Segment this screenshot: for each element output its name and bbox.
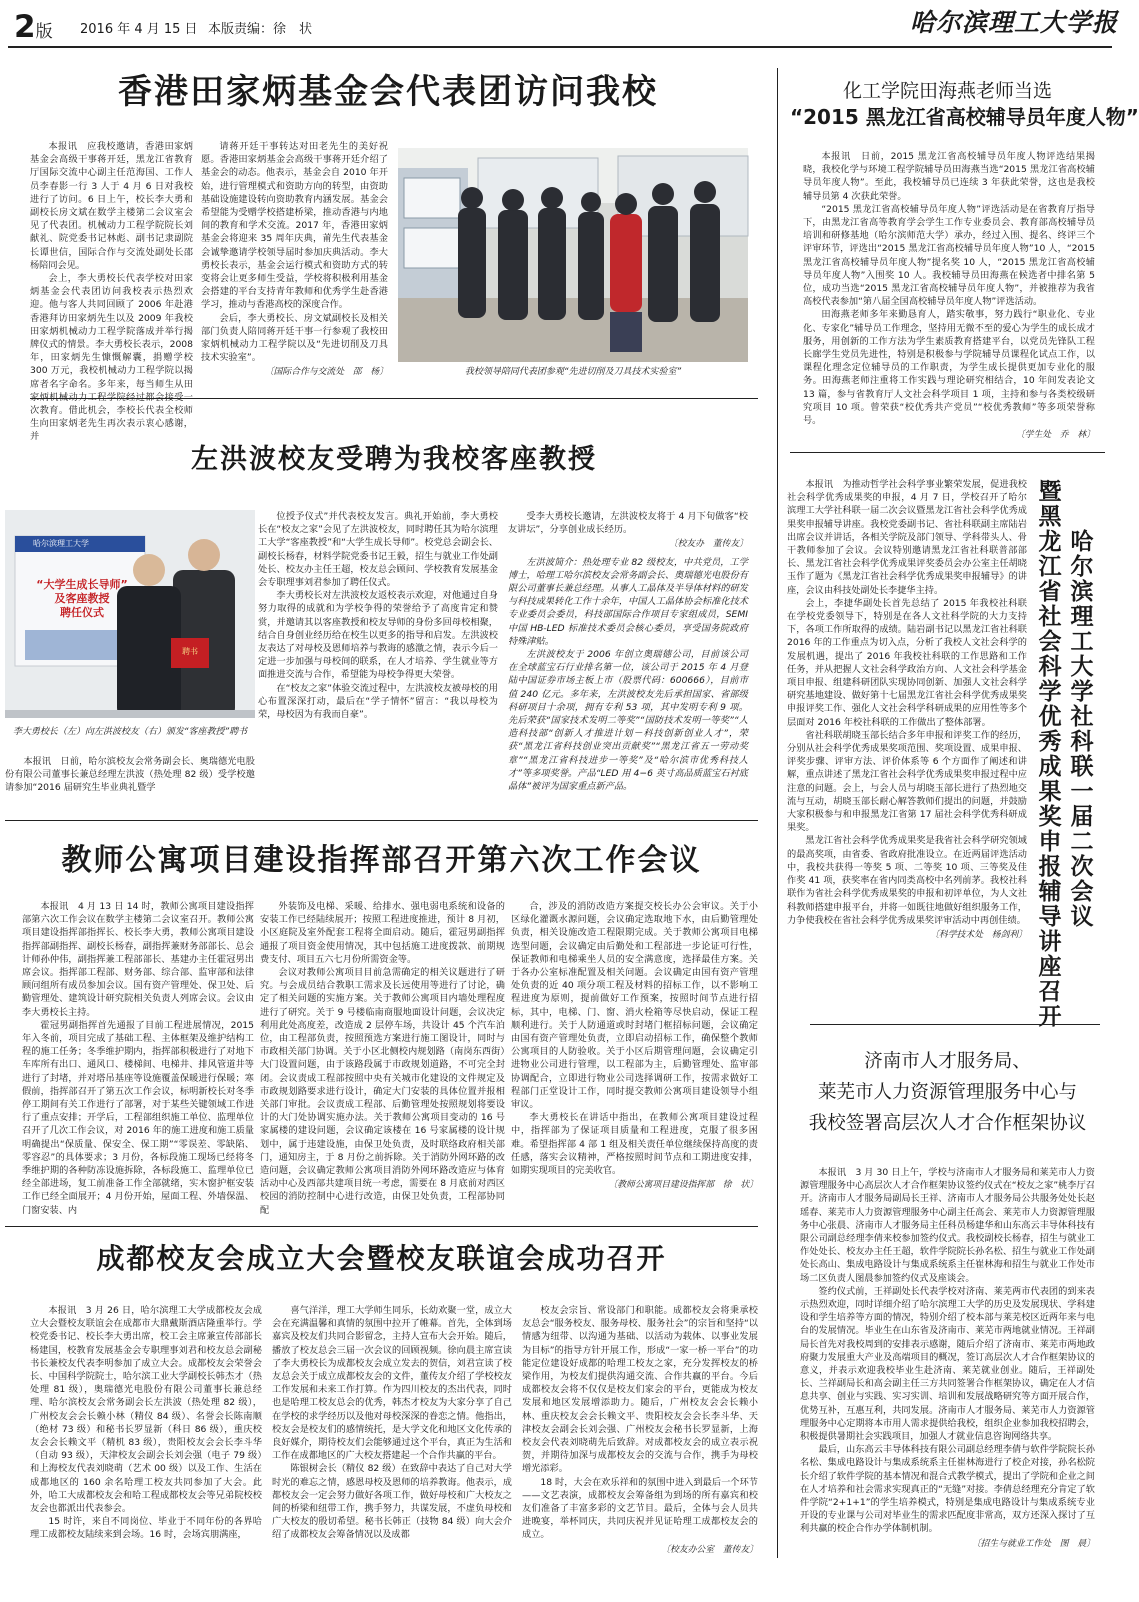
- folder-text: 聘书: [182, 647, 198, 656]
- article-1-caption: 我校领导陪同代表团参观“先进切削及刀具技术实验室”: [464, 367, 682, 377]
- article-4-col-3: 校友会宗旨、常设部门和职能。成都校友会将秉承校友总会“服务校友、服务母校、服务社会”的宗旨和坚持“以情感为纽带、以沟通为基础、以活动为载体、以事业发展为目标”的指导方针开展工作，形成“一家一桥一平台”的功能定位建设好成都的哈理工校友之家，充分发挥校友的桥梁作用，为校友们提供沟通交流、合作共赢的平台。今后成都校友会将不仅仅是校友们家会的平台，更能成为校友发展和地区发展增添助力。随后，广州校友会会长赖小林、重庆校友会会长赖文平、贵阳校友会会长李斗华、天津校友会副会长刘会强、广州校友会秘书长罗显新，上海校友会代表刘晓萌先后致辞。对成都校友会的成立表示祝贺，并期待加深与成都校友会的交流与合作，携手为母校增光添彩。 18 时，大会在欢乐祥和的氛围中进入到最后一个环节——文艺表演，成都校友会筹备组为到场的所有嘉宾和校友们准备了丰富多彩的文艺节目。最后，全体与会人员共进晚宴，举杯同庆，共同庆祝并见证哈理工成都校友会的成立。 〔校友办公室 董传友〕: [522, 1304, 758, 1562]
- side-1-byline: 〔学生处 乔 林〕: [1015, 430, 1095, 441]
- side-1-body: 本报讯 日前，2015 黑龙江省高校辅导员年度人物评选结果揭晓，我校化学与环境工程学院辅导员田海燕当选“2015 黑龙江省高校辅导员年度人物”。至此，我校辅导员已连续 3 年获此荣誉，这也是我校辅导员第 4 次获此荣誉。 “2015 黑龙江省高校辅导员年度人物”评选活动是在省教育厅指导下，由黑龙江省高等教育学会学生工作专业委员会、教育部高校辅导员培训和研修基地（哈尔滨师范大学）承办，经过入围、提名、终评三个评审环节，评选出“2015 黑龙江省高校辅导员年度人物”10 人，“2015 黑龙江省高校辅导员年度人物”提名奖 10 人，“2015 黑龙江省高校辅导员年度人物”入围奖 10 人。我校辅导员田海燕在候选者中排名第 5 位，成功当选“2015 黑龙江省高校辅导员年度人物”，并被推荐为我省高校代表参加“第八届全国高校辅导员年度人物”评选活动。 田海燕老师多年来勤恳育人，踏实敬事，努力践行“职业化、专业化、专家化”辅导员工作理念，坚持用无微不至的爱心为学生的成长成才服务，用创新的工作方法为学生素质教育搭建平台，以党员先锋队工程长廊学生党员先进性，特别是积极参与学院辅导员课程化试点工作，以课程化理念定位辅导员的工作职责，为学生成长提供更加专业化的服务。田海燕老师注重将工作实践与理论研究相结合，10 年间发表论文 13 篇，参与省教育厅人文社会科学项目 1 项，主持和参与各类校级研究项目 10 项。曾荣获“校优秀共产党员”“校优秀教师”等多项荣誉称号。 〔学生处 乔 林〕: [803, 150, 1095, 428]
- article-4-col-2: 喜气洋洋，理工大学师生同乐，长幼欢聚一堂，成立大会在充满温馨和真情的氛围中拉开了帷幕。首先，全体到场嘉宾及校友们共同合影留念，主持人宣布大会开始。随后，播放了校友总会三届一次会议的回顾视频。徐向晨主席宣读了李大勇校长为成都校友会成立发去的贺信，刘君宣读了校友总会关于成立成都校友会的文件，董传友介绍了学校校友工作发展和未来工作打算。作为四川校友的杰出代表，同时也是哈理工校友总会的优秀，韩杰才校友为大家分享了自己在学校的求学经历以及他对母校深深的眷恋之情。他指出，校友会是校友们的感情统托，是大学文化和地区文化传承的良好媒介，期待校友们会能够通过这个平台，真正为生活和工作在成都地区的广大校友搭建起一个合作共赢的平台。 陈银树会长（精仪 82 级）在致辞中表达了自己对大学时光的难忘之情，感恩母校及恩师的培养教诲。他表示，成都校友会一定会努力做好各项工作，做好母校和广大校友之间的桥梁和纽带工作，携手努力，共谋发展，不虚负母校和广大校友的殷切希望。秘书长韩正（技物 84 级）向大会介绍了成都校友会筹备情况以及成都: [272, 1305, 512, 1541]
- side-3-body: 本报讯 3 月 30 日上午，学校与济南市人才服务局和莱芜市人力资源管理服务中心高层次人才合作框架协议签约仪式在“校友之家”桃李厅召开。济南市人才服务局副局长王祥、济南市人才服务局公共服务处处长赵瑶春、莱芜市人力资源管理服务中心副主任高会、莱芜市人力资源管理服务中心张晨、济南市人才服务局主任科员杨建华和山东高云丰导体科技有限公司副总经理李倩来校参加签约仪式。我校副校长杨春，招生与就业工作处处长、校友办主任王超，软件学院院长孙名松、招生与就业工作处副处长高山、集成电路设计与集成系统系主任崔林海和招生与就业工作处市场二区负责人图晨参加签约仪式及座谈会。 签约仪式前，王祥副处长代表学校对济南、莱芜两市代表团的到来表示热烈欢迎，同时详细介绍了哈尔滨理工大学的历史及发展现状、学科建设和学生培养等方面的情况，特别介绍了校本部与莱芜校区近两年来与电台的发展情况。毕业生在山东省及济南市、莱芜市两地就业情况。王祥副局长首先对我校周到的安排表示感谢，随后介绍了济南市、莱芜市两地政府聚力发展重大产业及高端项目的概况，签订高层次人才合作框架协议的意义，并表示欢迎我校毕业生赴济南、莱芜就业创业。随后，王祥副处长、兰祥副局长和高会副主任三方共同签署合作框架协议，确定在人才信息共享、创业与实践、实习实训、培训和发展战略研究等方面开展合作，优势互补，互惠互利，共同发展。济南市人才服务局、莱芜市人力资源管理服务中心定期将本市用人需求提供给我校，组织企业参加我校招聘会，积极提供暑期社会实践项目，加强人才就业信息咨询网络共享。 最后，山东高云丰导体科技有限公司副总经理李倩与软件学院院长孙名松、集成电路设计与集成系统系主任崔林海进行了校企对接，孙名松院长介绍了软件学院的基本情况和混合式教学模式，提出了学院和企业之间在人才培养和社会需求实现真正的“无缝”对接。李倩总经理充分肯定了软件学院“2+1+1”的学生培养模式，特别是集成电路设计与集成系统专业开设的专业课与公司对毕业生的需求匹配度非常高，双方还深入探讨了互利共赢的校企合作办学体制机制。 〔招生与就业工作处 图 晨〕: [800, 1166, 1095, 1564]
- article-3-title: 教师公寓项目建设指挥部召开第六次工作会议: [61, 843, 702, 878]
- article-1-rule: [30, 398, 758, 399]
- article-2-caption: 李大勇校长（左）向左洪波校友（右）颁发“客座教授”聘书: [12, 727, 248, 737]
- side-3-title: 济南市人才服务局、 莱芜市人力资源管理服务中心与 我校签署高层次人才合作框架协议: [808, 1051, 1087, 1134]
- article-2-col-2: 位授予仪式”并代表校友发言。典礼开始前，李大勇校长在“校友之家”会见了左洪波校友，同时聘任其为哈尔滨理工大学“客座教授”和“大学生成长导师”。校党总会副会长、副校长杨春，材料学院党委书记王毅，招生与就业工作处副处长、校友办主任王超，校友总会顾问、学校教育发展基金会专职理事刘君参加了聘任仪式。 李大勇校长对左洪波校友返校表示欢迎，对他通过自身努力取得的成就和为学校争得的荣誉给予了高度肯定和赞赏，并邀请其以客座教授和校友导师的身份多回母校相聚，结合自身创业经历给在校生以更多的指导和启发。左洪波校友表达了对母校及恩师培养与教诲的感激之情，表示今后一定进一步加强与母校间的联系，在人才培养、学生就业等方面推进交流与合作，希望能为母校争得更大荣誉。 在“校友之家”体验交流过程中，左洪波校友被母校的用心布置深深打动，最后在“学子情怀”留言：“我以母校为荣，母校因为有我而自豪”。: [258, 511, 498, 721]
- side-2-byline: 〔科学技术处 杨剑利〕: [930, 929, 1027, 940]
- article-4-col-1: 本报讯 3 月 26 日，哈尔滨理工大学成都校友会成立大会暨校友联谊会在成都市大鼎戴斯酒店隆重举行。学校党委书记、校长李大勇出席，校工会主席兼宣传部部长杨建国，校教育发展基金会专职理事刘君和校友总会副秘书长兼校友代表李明参加了成立大会。成都校友会荣誉会长、中国科学院院士，哈尔滨工业大学副校长韩杰才（热处理 81 级），奥瑞德光电股份有限公司董事长兼总经理、哈尔滨校友会常务副会长左洪波（热处理 82 级），广州校友会会长赖小林（精仪 84 级）、名誉会长陈南顺（绝材 73 级）和秘书长罗显新（科日 86 级），重庆校友会会长赖文平（精机 83 级），贵阳校友会会长李斗华（自动 93 级），天津校友会副会长刘会强（电子 79 级）和上海校友代表刘晓萌（艺术 00 级）以及工作、生活在成都地区的 160 余名哈理工校友共同参加了大会。此外，哈工大成都校友会和哈工程成都校友会等兄弟院校校友会也都派出代表参会。 15 时许，来自不同岗位、毕业于不同年份的各界哈理工成都校友陆续来到会场。16 时，会场宾朋满座，: [30, 1305, 262, 1541]
- column-divider: [777, 68, 778, 1558]
- article-1-title: 香港田家炳基金会代表团访问我校: [118, 72, 658, 112]
- header-rule: [8, 46, 1112, 48]
- side-2-rule: [810, 1024, 1100, 1025]
- article-2-col-1: 本报讯 日前，哈尔滨校友会常务副会长、奥瑞德光电股份有限公司董事长兼总经理左洪波（热处理 82 级）受学校邀请参加“2016 届研究生毕业典礼暨学: [5, 756, 255, 794]
- article-1-col-2: 请蒋开廷干事转达对田老先生的美好祝愿。香港田家炳基金会高级干事蒋开廷介绍了基金会的动态。他表示，基金会自 2010 年开始，进行管理模式和资助方向的转型，由资助基础设施建设转向资助教育内涵发展。基金会希望能为受赠学校搭建桥梁，推动香港与内地间的教育和学术交流。2017 年，香港田家炳基金会将迎来 35 周年庆典，莆先生代表基金会诚挚邀请学校领导届时参加庆典活动。李大勇校长表示，基金会运行模式和资助方式的转变将会让更多师生受益，学校将积极利用基金会搭建的平台支持青年教师和优秀学生赴香港学习，推动与香港高校的深度合作。 会后，李大勇校长、房文斌副校长及相关部门负责人陪同蒋开廷干事一行参观了我校田家炳机械动力工程学院以及“先进切削及刀具技术实验室”。 〔国际合作与交流处 邵 杨〕: [201, 140, 388, 390]
- side-3-byline: 〔招生与就业工作处 图 晨〕: [971, 1538, 1095, 1549]
- article-3-col-3: 合，涉及的消防改造方案提交校长办公会审议。关于小区绿化灌溉水源问题，会议确定选取地下水，由后勤管理处负责，相关设施改造工程限期完成。关于教师公寓项目电梯选型问题，会议确定由后勤处和工程部进一步论证可行性，保证教师和电梯乘坐人员的安全满意度，选择最佳方案。关于各办公室标准配置及相关问题。会议确定由国有资产管理处负责的近 40 项分项工程及材料的招标工作，以不影响工程进度为原则，提前做好工作预案，按照时间节点进行招标，其中，电梯、门、窗、消火栓箱等尽快启动，保证工程顺利进行。关于人防通道或时封堵门框招标问题，会议确定由国有资产管理处负责，立即启动招标工作，确保整个教师公寓项目的人防验收。关于小区后期管理问题，会议确定引进物业公司进行管理，以工程部为主，后勤管理处、监审部协调配合，立即进行物业公司选择调研工作，按需求做好工程部门正堂设计工作，同时提交教师公寓项目建设领导小组审议。 李大勇校长在讲话中指出，在教师公寓项目建设过程中，指挥部为了保证项目质量和工程进度，克服了很多困难。希望指挥部 4 部 1 组及相关责任单位继续保持高度的责任感，落实会议精神，严格按照时间节点和工期进度安排，如期实现项目的完美收官。 〔教师公寓项目建设指挥部 徐 状〕: [511, 900, 758, 1212]
- article-1-photo: [398, 148, 748, 362]
- lab-visit-photo-icon: [398, 148, 748, 362]
- page-label: 版: [35, 22, 53, 42]
- article-3-col-2: 外装饰及电梯、采暖、给排水、强电弱电系统和设备的安装工作已经陆续展开；按照工程进度推进，预计 8 月初，小区庭院及室外配套工程将全面启动。随后，霍冠男副指挥通报了项目资金使用情况，其中包括施工进度拨款、前期规费支付、项目五六七月份所需资金等。 会议对教师公寓项目目前急需确定的相关议题进行了研究。与会成员结合教职工需求及长远使用等进行了讨论，确定了相关问题的实施方案。关于教师公寓项目内墙处理程度进行了研究。关于 9 号楼临南商服地面设计问题，会议决定利用此处高度差，改造成 2 层停车场，共设计 45 个汽车泊位，由工程部负责，按照预选方案进行施工图设计，同时与市政相关部门协调。关于小区北侧校内规划路（南岗东西街）大门设置问题，由于该路段属于市政规划道路，不可完全封闭。会议责成工程部按照中央有关城市化建设的文件规定及市政规划路要求进行设计，确定大门安装的具体位置并报相关部门审批。会议责成工程部、后勤管理处按照规划将要设计的大门处协调实施办法。关于教师公寓项目变动的 16 号家属楼的建设问题，会议确定该楼在 16 号家属楼的设计规划中，属于违建设施，由保卫处负责，及时联络政府相关部门，通知房主，于 8 月份之前拆除。关于消防外网环路的改造问题，会议确定教师公寓项目消防外网环路改造应与体育活动中心及西部共建项目统一考虑，需要在 8 月底前对西区校园的消防控制中心进行改造，由保卫处负责，工程部协同配: [260, 901, 505, 1216]
- page-number: 2版: [14, 9, 53, 45]
- article-2-byline: 〔校友办 董传友〕: [668, 539, 748, 550]
- banner-school-name: 哈尔滨理工大学: [33, 539, 89, 548]
- side-2-body: 本报讯 为推动哲学社会科学事业繁荣发展，促进我校社会科学优秀成果奖的申报，4 月 7 日，学校召开了哈尔滨理工大学社科联一届二次会议暨黑龙江省社会科学优秀成果奖申报辅导讲座。我校党委副书记、省社科联副主席陆岩出席会议并讲话，各相关学院及部门领导、学科带头人、骨干教师参加了会议。会议特别邀请黑龙江省社科联普部部长、黑龙江省社会科学优秀成果评奖委员会办公室主任胡晓玉作了题为《黑龙江省社会科学优秀成果奖申报辅导》的讲座，会议由科技处副处长李捷华主持。 会上，李捷华副处长首先总结了 2015 年我校社科联在学校党委领导下，特别是在各人文社科学院的大力支持下，各项工作所取得的成绩。陆岩副书记以黑龙江省社科联 2016 年的工作重点为切入点，分析了我校人文社会科学的发展机遇，提出了 2016 年我校社科联的工作思路和工作任务，并从把握人文社会科学政治方向、人文社会科学基金项目申报、组建科研团队实现协同创新、加强人文社会科学研究基地建设、做好第十七届黑龙江省社会科学优秀成果奖申报评奖工作、强化人文社会科学科研成果的应用性等多个层面对 2016 年校社科联的工作做出了整体部署。 省社科联胡晓玉部长结合多年申报和评奖工作的经历，分别从社会科学优秀成果奖项范围、奖项设置、成果申报、评奖步骤、评审方法、评价体系等 6 个方面作了阐述和讲解，重点讲述了黑龙江省社会科学优秀成果奖申报过程中应注意的问题。会上，与会人员与胡晓玉部长进行了热烈地交流与互动，胡晓玉部长耐心解答教师们提出的问题，并鼓励大家积极参与和申报黑龙江省第 17 届社会科学优秀科研成果奖。 黑龙江省社会科学优秀成果奖是我省社会科学研究领域的最高奖项，由省委、省政府批准设立。在近两届评选活动中，我校共获得一等奖 5 项、二等奖 10 项、三等奖及佳作奖 41 项，获奖率在省内同类高校中名列前茅。我校社科联作为省社会科学优秀成果奖的申报和初评单位，为人文社科教师搭建申报平台，并将一如既往地做好组织服务工作，力争使我校在省社会科学优秀成果奖评审活动中再创佳绩。 〔科学技术处 杨剑利〕: [787, 478, 1027, 998]
- article-1-col-1: 本报讯 应我校邀请，香港田家炳基金会高级干事蒋开廷，黑龙江省教育厅国际交流中心副主任范海国、工作人员李春影一行 3 人于 4 月 6 日对我校进行了访问。6 日上午，校长李大勇和副校长房文斌在数学主楼第二会议室会见了代表团。机械动力工程学院院长刘献礼、院党委书记林彪、副书记隶副院长谭世信，国际合作与交流处副处长邵杨陪同会见。 会上，李大勇校长代表学校对田家炳基金会代表团访问我校表示热烈欢迎。他与客人共同回顾了 2006 年赴港香港拜访田家炳先生以及 2009 年我校田家炳机械动力工程学院落成并举行揭牌仪式的情景。李大勇校长表示，2008 年，田家炳先生慷慨解囊，捐赠学校 300 万元，我校机械动力工程学院以揭席者名字命名。多年来，每当师生从田家炳机械动力工程学院经过都会接受一次教育。借此机会，李校长代表全校师生向田家炳老先生再次表示衷心感谢，并: [30, 141, 193, 443]
- side-1-title: 化工学院田海燕老师当选 “2015 黑龙江省高校辅导员年度人物”: [790, 80, 1139, 129]
- side-2-vertical-title-1: 哈尔滨理工大学社科联一届二次会议: [1070, 529, 1094, 930]
- article-3-rule: [5, 1226, 758, 1227]
- banner-text: “大学生成长导师” 及客座教授 聘任仪式: [36, 578, 128, 619]
- article-2-col-3: 受李大勇校长邀请，左洪波校友将于 4 月下旬做客“校友讲坛”，分享创业成长经历。 〔校友办 董传友〕 左洪波简介：热处理专业 82 级校友，中共党员，工学博士，哈理工哈尔滨校友会常务副会长、奥瑞德光电股份有限公司董事长兼总经理。从事人工晶体及半导体材料的研发与科技成果转化工作十余年，中国人工晶体协会标准化技术专业委员会委员，科技部国际合作项目专家组成员，SEMI 中国 HB-LED 标准技术委员会核心委员，享受国务院政府特殊津贴。 左洪波校友于 2006 年创立奥瑞德公司，目前该公司在全球蓝宝石行业排名第一位，该公司于 2015 年 4 月登陆中国证券市场主板上市（股票代码：600666），目前市值 240 亿元。多年来，左洪波校友先后承担国家、省部级科研项目十余项，拥有专利 53 项，其中发明专利 9 项。先后荣获“国家技术发明二等奖”“国防技术发明一等奖”“人造科技部“创新人才推进计划－科技创新创业人才”，荣获“黑龙江省科技创业突出贡献奖”“黑龙江省五一劳动奖章”“黑龙江省科技进步一等奖”及“哈尔滨市优秀科技人才”等多项奖誉。产品“LED 用 4−6 英寸高品质蓝宝石衬底晶体”被评为国家重点新产品。: [508, 511, 748, 793]
- article-3-byline: 〔教师公寓项目建设指挥部 徐 状〕: [608, 1180, 758, 1191]
- article-2-rule: [5, 820, 758, 821]
- side-2-vertical-title-2: 暨黑龙江省社会科学优秀成果奖申报辅导讲座召开: [1038, 479, 1062, 1030]
- article-4-title: 成都校友会成立大会暨校友联谊会成功召开: [96, 1242, 667, 1275]
- article-4-byline: 〔校友办公室 董传友〕: [661, 1544, 758, 1555]
- page-header: [0, 0, 1121, 48]
- article-2-title: 左洪波校友受聘为我校客座教授: [191, 444, 597, 475]
- article-1-byline: 〔国际合作与交流处 邵 杨〕: [264, 367, 388, 378]
- masthead: 哈尔滨理工大学报: [910, 8, 1119, 37]
- editor-label: 本版责编：徐 状: [208, 22, 313, 37]
- side-1-rule: [790, 452, 1105, 453]
- issue-date: 2016 年 4 月 15 日: [80, 22, 198, 37]
- article-2-photo: [5, 510, 255, 718]
- article-3-col-1: 本报讯 4 月 13 日 14 时，教师公寓项目建设指挥部第六次工作会议在数学主楼第二会议室召开。教师公寓项目建设指挥部指挥长、校长李大勇，教师公寓项目建设指挥部副指挥、副校长杨春，副指挥兼财务部部长、总会计师孙仲伟，副指挥兼工程部部长、基建办主任霍冠男出席会议。指挥部工程部、财务部、综合部、监审部和法律顾问组所有成员参加会议。国有资产管理处、保卫处、后勤管理处、建筑设计研究院相关负责人列席会议。会议由李大勇校长主持。 霍冠男副指挥首先通报了目前工程进展情况，2015 年入冬前，项目完成了基础工程、主体框架及维护结构工程的施工任务；冬季维护期内，指挥部积极进行了对地下车库所有出口、通风口、楼梯间、电梯井、排风管道井等进行了封堵，并对塔吊基座等设施覆盖保暖进行保暖；寒假前，指挥部召开了第五次工作会议，标明新校长对冬季停工期间有关工作进行了部署，对于某些关键领域工作进行了重点安排；开学后，工程部组织施工单位、监理单位召开了几次工作会议，对 2016 年的施工进度和施工质量明确提出“保质量、保安全、保工期”“零误差、零缺陷、零容忍”的具体要求；3 月份，各标段施工现场已经将冬季维护期的各种防冻设施拆除，各标段施工、监理单位已经全部进场，复工前准备工作全部就绪，实木窗护框安装工作已经全面展开；4 月份开始，屋面工程、外墙保温、门窗安装、内: [22, 901, 254, 1216]
